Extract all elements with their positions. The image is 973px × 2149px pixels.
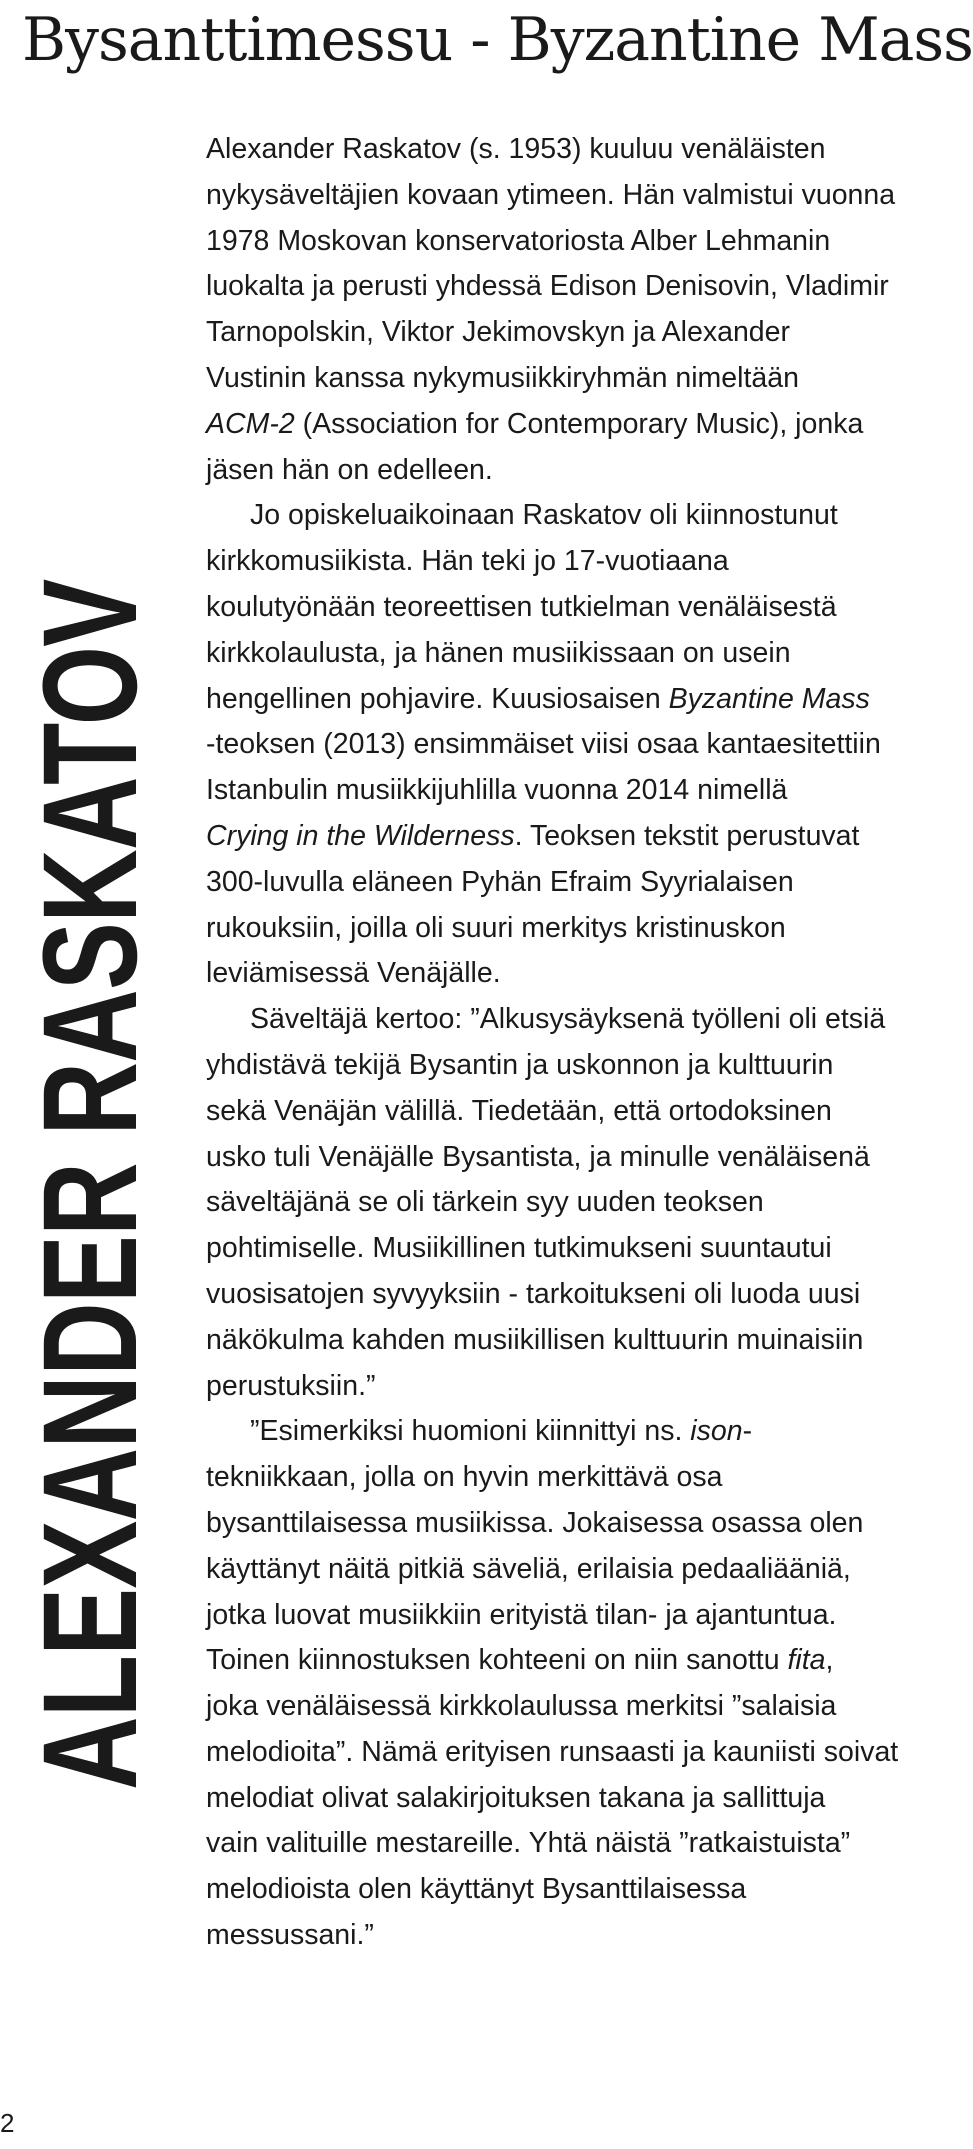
body-line: melodioista olen käyttänyt Bysanttilaisessa	[206, 1873, 747, 1906]
body-line: bysanttilaisessa musiikissa. Jokaisessa osassa olen	[206, 1506, 864, 1539]
body-line: Jo opiskeluaikoinaan Raskatov oli kiinnostunut	[250, 499, 838, 532]
body-line: Istanbulin musiikkijuhlilla vuonna 2014 nimellä	[206, 774, 788, 807]
body-line: sekä Venäjän välillä. Tiedetään, että ortodoksinen	[206, 1094, 832, 1127]
body-line: jotka luovat musiikkiin erityistä tilan- ja ajantuntua.	[206, 1598, 837, 1631]
body-line: messussani.”	[206, 1919, 374, 1952]
body-line: koulutyönään teoreettisen tutkielman venäläisestä	[206, 590, 837, 623]
article-body	[206, 127, 946, 1959]
vertical-composer-name-text: ALEXANDER RASKATOV	[16, 579, 165, 1790]
body-line: leviämisessä Venäjälle.	[206, 957, 501, 990]
body-line: Tarnopolskin, Viktor Jekimovskyn ja Alexander	[206, 316, 790, 349]
page-title: Bysanttimessu - Byzantine Mass	[22, 5, 973, 75]
body-line: rukouksiin, joilla oli suuri merkitys kristinuskon	[206, 911, 786, 944]
body-line: ACM-2 (Association for Contemporary Music), jonka	[206, 407, 864, 440]
body-line: usko tuli Venäjälle Bysantista, ja minulle venäläisenä	[206, 1140, 870, 1173]
body-line: pohtimiselle. Musiikillinen tutkimukseni suuntautui	[206, 1232, 832, 1265]
body-line: melodioita”. Nämä erityisen runsaasti ja kauniisti soivat	[206, 1735, 899, 1768]
body-line: tekniikkaan, jolla on hyvin merkittävä osa	[206, 1461, 723, 1494]
body-line: ”Esimerkiksi huomioni kiinnittyi ns. ison-	[250, 1415, 753, 1448]
body-line: käyttänyt näitä pitkiä säveliä, erilaisia pedaaliääniä,	[206, 1552, 851, 1585]
body-line: näkökulma kahden musiikillisen kulttuurin muinaisiin	[206, 1323, 864, 1356]
body-line: 300-luvulla eläneen Pyhän Efraim Syyrialaisen	[206, 865, 794, 898]
body-line: Säveltäjä kertoo: ”Alkusysäyksenä työlleni oli etsiä	[250, 1003, 886, 1036]
body-line: vain valituille mestareille. Yhtä näistä ”ratkaistuista”	[206, 1827, 851, 1860]
body-line: yhdistävä tekijä Bysantin ja uskonnon ja kulttuurin	[206, 1048, 834, 1081]
vertical-composer-name	[16, 110, 165, 1790]
body-line: jäsen hän on edelleen.	[206, 453, 493, 486]
body-line: Toinen kiinnostuksen kohteeni on niin sanottu fita,	[206, 1644, 834, 1677]
body-line: perustuksiin.”	[206, 1369, 376, 1402]
body-line: hengellinen pohjavire. Kuusiosaisen Byzantine Mass	[206, 682, 870, 715]
page-number: 2	[0, 2108, 15, 2138]
body-line: -teoksen (2013) ensimmäiset viisi osaa kantaesitettiin	[206, 728, 881, 761]
body-line: Crying in the Wilderness. Teoksen tekstit perustuvat	[206, 819, 860, 852]
body-line: säveltäjänä se oli tärkein syy uuden teoksen	[206, 1186, 764, 1219]
body-line: luokalta ja perusti yhdessä Edison Denisovin, Vladimir	[206, 270, 889, 303]
body-line: Vustinin kanssa nykymusiikkiryhmän nimeltään	[206, 361, 799, 394]
body-line: Alexander Raskatov (s. 1953) kuuluu venäläisten	[206, 133, 826, 165]
body-line: kirkkomusiikista. Hän teki jo 17-vuotiaana	[206, 545, 729, 578]
body-line: melodiat olivat salakirjoituksen takana ja sallittuja	[206, 1781, 826, 1814]
body-line: joka venäläisessä kirkkolaulussa merkitsi ”salaisia	[206, 1690, 837, 1723]
body-line: vuosisatojen syvyyksiin - tarkoitukseni oli luoda uusi	[206, 1277, 861, 1310]
body-line: nykysäveltäjien kovaan ytimeen. Hän valmistui vuonna	[206, 178, 896, 211]
body-line: kirkkolaulusta, ja hänen musiikissaan on usein	[206, 636, 791, 669]
body-line: 1978 Moskovan konservatoriosta Alber Lehmanin	[206, 224, 831, 257]
